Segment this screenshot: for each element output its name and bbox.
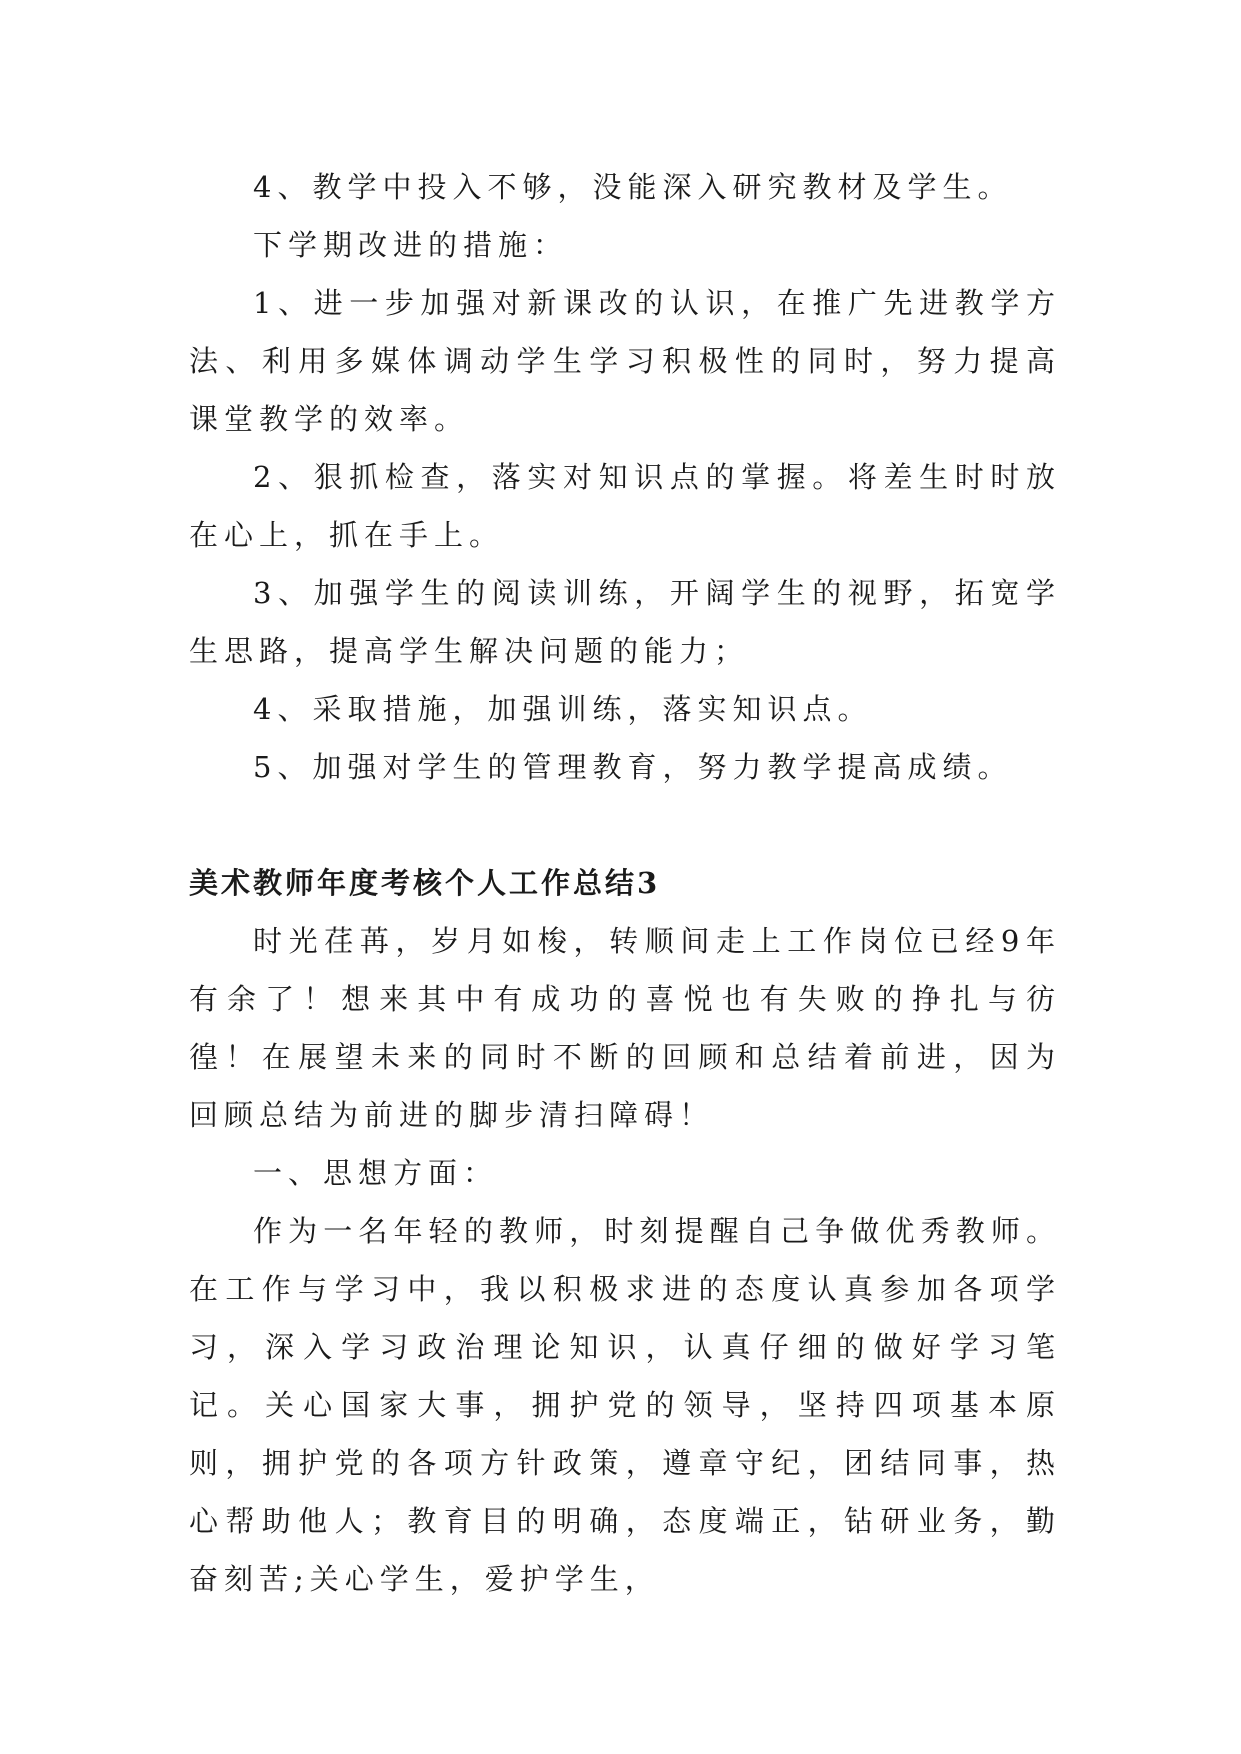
paragraph: 时光荏苒，岁月如梭，转顺间走上工作岗位已经9年有余了！想来其中有成功的喜悦也有失败的挣扎与彷徨！在展望未来的同时不断的回顾和总结着前进，因为回顾总结为前进的脚步清扫障碍！ (189, 924, 1061, 1132)
paragraph: 5、加强对学生的管理教育，努力教学提高成绩。 (253, 750, 1013, 784)
document-body (189, 158, 1061, 1608)
paragraph: 3、加强学生的阅读训练，开阔学生的视野，拓宽学生思路，提高学生解决问题的能力； (189, 576, 1061, 668)
paragraph: 2、狠抓检查，落实对知识点的掌握。将差生时时放在心上，抓在手上。 (189, 460, 1061, 552)
section-title: 美术教师年度考核个人工作总结3 (189, 866, 661, 900)
paragraph: 4、采取措施，加强训练，落实知识点。 (253, 692, 873, 726)
paragraph: 1、进一步加强对新课改的认识，在推广先进教学方法、利用多媒体调动学生学习积极性的同时，努力提高课堂教学的效率。 (189, 286, 1061, 436)
paragraph: 4、教学中投入不够，没能深入研究教材及学生。 (253, 170, 1013, 204)
paragraph: 下学期改进的措施： (253, 228, 569, 262)
paragraph: 作为一名年轻的教师，时刻提醒自己争做优秀教师。在工作与学习中，我以积极求进的态度认真参加各项学习，深入学习政治理论知识，认真仔细的做好学习笔记。关心国家大事，拥护党的领导，坚持四项基本原则，拥护党的各项方针政策，遵章守纪，团结同事，热心帮助他人；教育目的明确，态度端正，钻研业务，勤奋刻苦;关心学生，爱护学生， (189, 1214, 1061, 1596)
paragraph: 一、思想方面： (253, 1156, 499, 1190)
